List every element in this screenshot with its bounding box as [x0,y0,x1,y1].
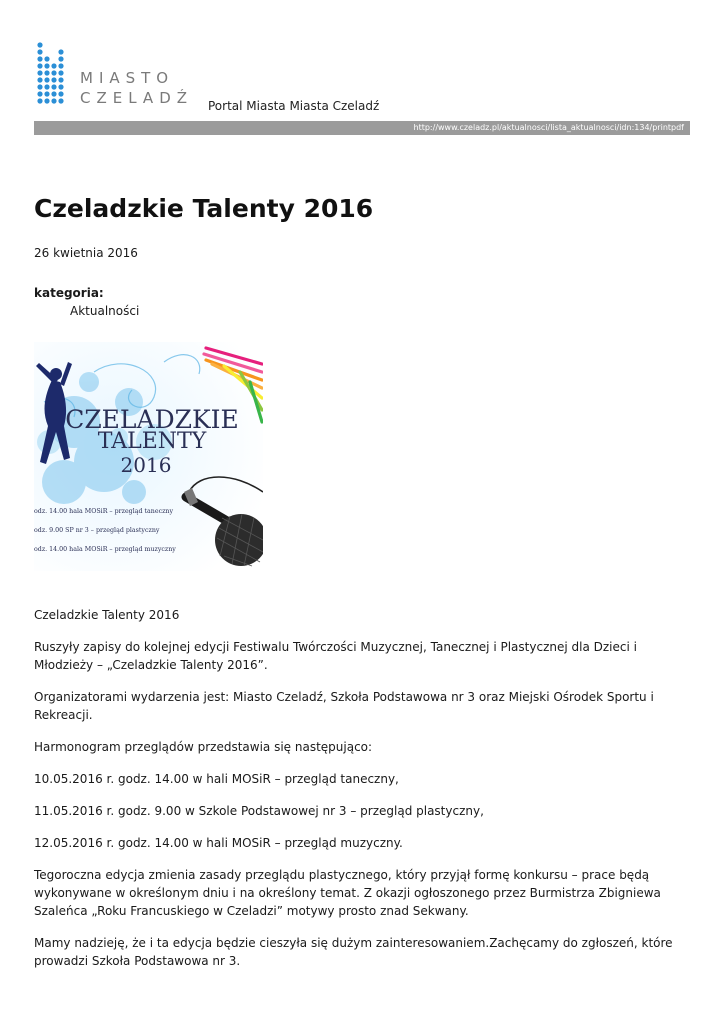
article-paragraph: Mamy nadzieję, że i ta edycja będzie cieszyła się dużym zainteresowaniem.Zachęcamy do zgłoszeń, które prowadzi Szkoła Podstawowa nr 3. [34,936,673,968]
poster-title-line-1: CZELADZKIE [65,405,239,434]
category-label: kategoria: [34,286,104,300]
logo-line-2: CZELADŹ [80,89,194,107]
article-date: 26 kwietnia 2016 [34,246,138,260]
article-paragraph: Harmonogram przeglądów przedstawia się następująco: [34,740,373,754]
category-value[interactable]: Aktualności [70,304,140,318]
poster-year: 2016 [120,453,172,477]
article-title: Czeladzkie Talenty 2016 [34,194,374,223]
poster-schedule-2: odz. 9.00 SP nr 3 – przegląd plastyczny [34,527,160,534]
poster-title-line-2: TALENTY [97,429,207,454]
city-logo[interactable] [34,38,209,110]
article-paragraph: 10.05.2016 r. godz. 14.00 w hali MOSiR – przegląd taneczny, [34,772,399,786]
article-paragraph: 12.05.2016 r. godz. 14.00 w hali MOSiR – przegląd muzyczny. [34,836,403,850]
article-paragraph: Tegoroczna edycja zmienia zasady przeglądu plastycznego, który przyjął formę konkursu – prace będą wykonywane w określonym dniu i na określony temat. Z okazji ogłoszonego przez Burmistrza Zbigniewa Szaleńca „Roku Francuskiego w Czeladzi” motywy prosto znad Sekwany. [34,868,661,918]
logo-line-1: MIASTO [80,69,175,87]
poster-graphic [34,342,263,571]
url-bar [34,121,690,135]
poster-schedule-1: odz. 14.00 hala MOSiR – przegląd taneczny [34,508,174,515]
article-paragraph: Organizatorami wydarzenia jest: Miasto Czeladź, Szkoła Podstawowa nr 3 oraz Miejski Ośrodek Sportu i Rekreacji. [34,690,654,722]
poster-schedule-3: odz. 14.00 hala MOSiR – przegląd muzyczny [34,546,176,553]
event-poster-image[interactable] [34,342,263,571]
page-url[interactable]: http://www.czeladz.pl/aktualnosci/lista_aktualnosci/idn:134/printpdf [413,123,684,132]
portal-name: Portal Miasta Miasta Czeladź [208,99,380,113]
article-paragraph: Ruszyły zapisy do kolejnej edycji Festiwalu Twórczości Muzycznej, Tanecznej i Plastycznej dla Dzieci i Młodzieży – „Czeladzkie Talenty 2016”. [34,640,637,672]
city-logo-mark-icon [34,38,74,110]
logo-text [80,68,193,108]
article-paragraph: 11.05.2016 r. godz. 9.00 w Szkole Podstawowej nr 3 – przegląd plastyczny, [34,804,484,818]
article-body [34,606,674,984]
article-paragraph: Czeladzkie Talenty 2016 [34,608,180,622]
